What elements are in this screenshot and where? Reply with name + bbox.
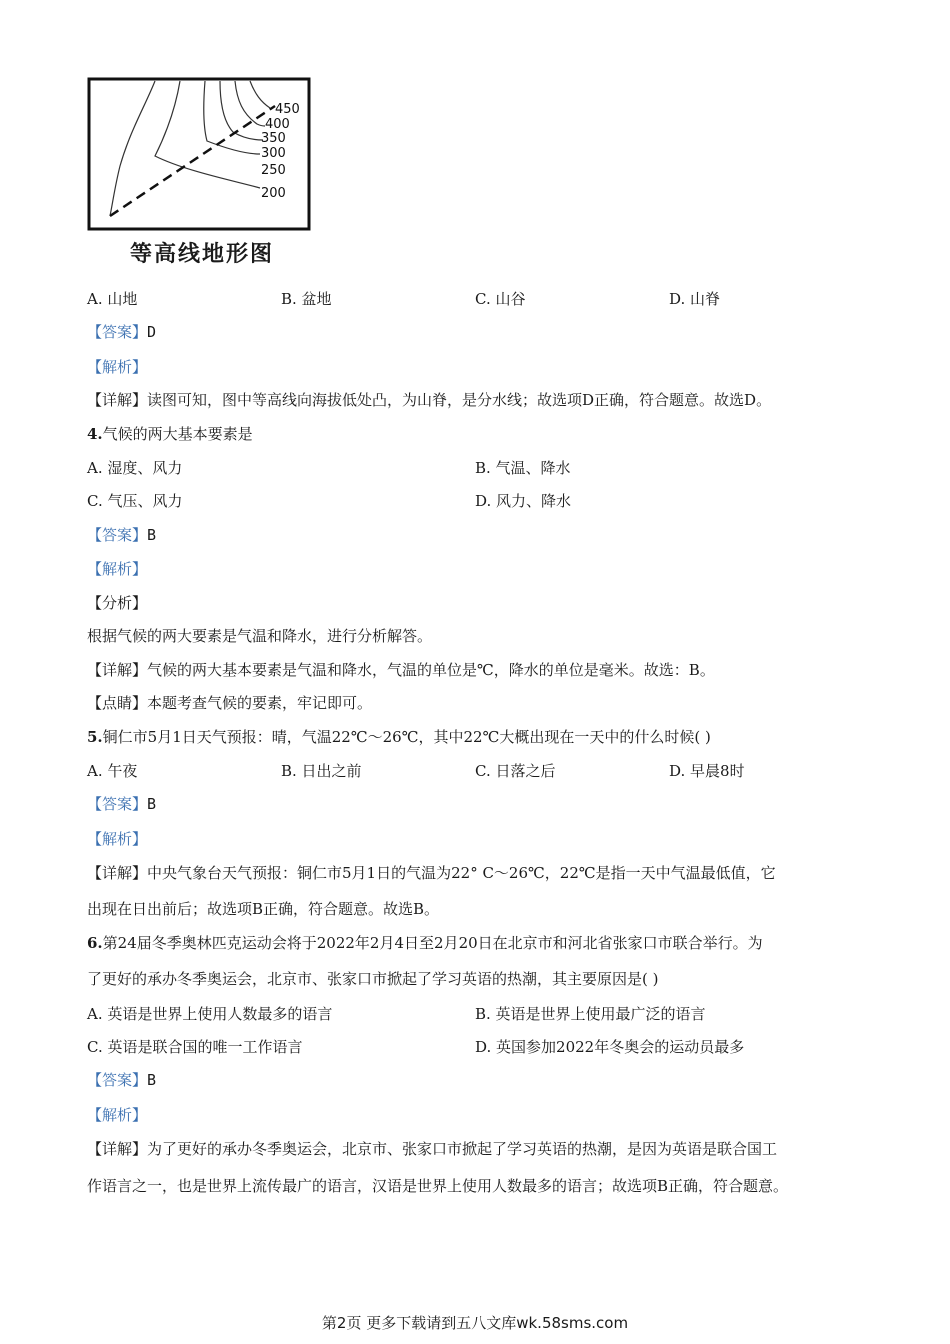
q3-option-b: B. 盆地 — [281, 290, 332, 308]
q6-option-d: D. 英国参加2022年冬奥会的运动员最多 — [475, 1038, 745, 1056]
contour-label: 300 — [261, 146, 286, 161]
q6-stem-line1 — [87, 933, 763, 953]
question-number: 4. — [87, 425, 103, 443]
contour-map — [85, 76, 325, 236]
detail-tag: 【详解】 — [87, 391, 148, 409]
answer-tag: 【答案】 — [87, 323, 148, 341]
q6-detail-line1 — [87, 1139, 777, 1159]
detail-tag: 【详解】 — [87, 1140, 148, 1158]
question-text: 第24届冬季奥林匹克运动会将于2022年2月4日至2月20日在北京市和河北省张家口市联合举行。为 — [102, 934, 763, 952]
question-number: 6. — [87, 934, 103, 952]
q5-analysis-tag: 【解析】 — [87, 830, 148, 848]
q4-dianjing — [87, 693, 372, 713]
q4-option-d: D. 风力、降水 — [475, 492, 572, 510]
question-text: 铜仁市5月1日天气预报：晴，气温22℃～26℃，其中22℃大概出现在一天中的什么时候( ) — [102, 728, 711, 746]
q6-answer-line — [87, 1070, 156, 1090]
q4-option-c: C. 气压、风力 — [87, 492, 183, 510]
q3-answer-line — [87, 322, 156, 342]
q5-detail-line2: 出现在日出前后；故选项B正确，符合题意。故选B。 — [87, 900, 440, 918]
contour-label: 400 — [265, 117, 290, 132]
answer-tag: 【答案】 — [87, 1071, 148, 1089]
contour-label: 450 — [275, 102, 300, 117]
q3-option-d: D. 山脊 — [669, 290, 721, 308]
contour-label: 350 — [261, 131, 286, 146]
q5-option-c: C. 日落之后 — [475, 762, 556, 780]
contour-map-figure — [85, 76, 325, 240]
q6-option-a: A. 英语是世界上使用人数最多的语言 — [87, 1005, 333, 1023]
question-number: 5. — [87, 728, 103, 746]
q6-stem-line2: 了更好的承办冬季奥运会，北京市、张家口市掀起了学习英语的热潮，其主要原因是( ) — [87, 970, 659, 988]
page-footer: 第2页 更多下载请到五八文库wk.58sms.com — [321, 1314, 629, 1332]
q6-detail-line2: 作语言之一，也是世界上流传最广的语言，汉语是世界上使用人数最多的语言；故选项B正确，符合题意。 — [87, 1177, 789, 1195]
answer-value: B — [147, 795, 157, 813]
answer-tag: 【答案】 — [87, 795, 148, 813]
figure-caption: 等高线地形图 — [130, 241, 275, 267]
q4-detail — [87, 660, 715, 680]
q4-fenxi-tag: 【分析】 — [87, 594, 148, 612]
detail-tag: 【详解】 — [87, 864, 148, 882]
q4-option-a: A. 湿度、风力 — [87, 459, 183, 477]
q3-analysis-tag: 【解析】 — [87, 358, 148, 376]
contour-label: 250 — [261, 163, 286, 178]
detail-tag: 【详解】 — [87, 661, 148, 679]
q6-option-b: B. 英语是世界上使用最广泛的语言 — [475, 1005, 706, 1023]
detail-text: 中央气象台天气预报：铜仁市5月1日的气温为22° C～26℃，22℃是指一天中气温最低值，它 — [147, 864, 776, 882]
detail-text: 气候的两大基本要素是气温和降水，气温的单位是℃，降水的单位是毫米。故选：B。 — [147, 661, 715, 679]
q5-detail-line1 — [87, 863, 776, 883]
answer-value: B — [147, 1071, 157, 1089]
q6-option-c: C. 英语是联合国的唯一工作语言 — [87, 1038, 303, 1056]
q4-analysis-tag: 【解析】 — [87, 560, 148, 578]
q6-analysis-tag: 【解析】 — [87, 1106, 148, 1124]
detail-text: 读图可知，图中等高线向海拔低处凸，为山脊，是分水线；故选项D正确，符合题意。故选D。 — [147, 391, 772, 409]
answer-value: B — [147, 526, 157, 544]
q3-option-a: A. 山地 — [87, 290, 138, 308]
q3-detail — [87, 390, 771, 410]
q4-fenxi-text: 根据气候的两大要素是气温和降水，进行分析解答。 — [87, 627, 433, 645]
dianjing-tag: 【点睛】 — [87, 694, 148, 712]
q5-option-d: D. 早晨8时 — [669, 762, 745, 780]
detail-text: 为了更好的承办冬季奥运会，北京市、张家口市掀起了学习英语的热潮，是因为英语是联合国工 — [147, 1140, 778, 1158]
dianjing-text: 本题考查气候的要素，牢记即可。 — [147, 694, 373, 712]
question-text: 气候的两大基本要素是 — [102, 425, 253, 443]
contour-label: 200 — [261, 186, 286, 201]
q5-stem — [87, 727, 711, 747]
answer-value: D — [147, 323, 157, 341]
answer-tag: 【答案】 — [87, 526, 148, 544]
q5-option-b: B. 日出之前 — [281, 762, 362, 780]
q5-option-a: A. 午夜 — [87, 762, 138, 780]
q4-stem — [87, 424, 253, 444]
q3-option-c: C. 山谷 — [475, 290, 526, 308]
q5-answer-line — [87, 794, 156, 814]
q4-option-b: B. 气温、降水 — [475, 459, 571, 477]
q4-answer-line — [87, 525, 156, 545]
